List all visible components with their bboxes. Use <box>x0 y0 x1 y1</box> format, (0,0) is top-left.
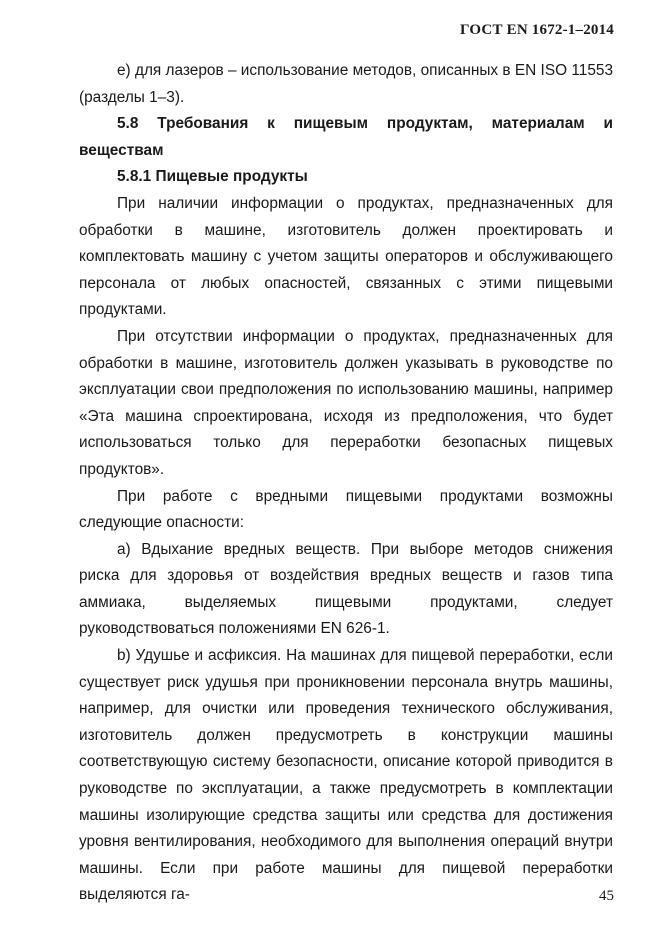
document-code-header: ГОСТ EN 1672-1–2014 <box>460 22 614 38</box>
page-number: 45 <box>599 888 614 904</box>
section-heading-5-8: 5.8 Требования к пищевым продуктам, материалам и веществам <box>79 115 613 159</box>
subsection-heading-5-8-1: 5.8.1 Пищевые продукты <box>117 168 308 186</box>
body-paragraph-info-absent: При отсутствии информации о продуктах, предназначенных для обработки в машине, изготовитель должен указывать в руководстве по эксплуатации свои предположения по использованию машины, например «Эта машина спроектирована, исходя из предположения, что будет использоваться только для переработки безопасных пищевых продуктов». <box>79 327 613 478</box>
body-paragraph-info-available: При наличии информации о продуктах, предназначенных для обработки в машине, изготовитель должен проектировать и комплектовать машину с учетом защиты операторов и обслуживающего персонала от любых опасностей, связанных с этими пищевыми продуктами. <box>79 194 613 319</box>
list-item-e: e) для лазеров – использование методов, описанных в EN ISO 11553 (разделы 1–3). <box>79 62 613 106</box>
list-item-b: b) Удушье и асфиксия. На машинах для пищевой переработки, если существует риск удушья при проникновении персонала внутрь машины, например, для очистки или проведения технического обслуживания, изготовитель должен предусмотреть в конструкции машины соответствующую систему безопасности, описание которой приводится в руководстве по эксплуатации, а также предусмотреть в комплектации машины изолирующие средства защиты или средства для достижения уровня вентилирования, необходимого для выполнения операций внутри машины. Если при работе машины для пищевой переработки выделяются га- <box>79 647 613 904</box>
list-item-a: a) Вдыхание вредных веществ. При выборе методов снижения риска для здоровья от воздействия вредных веществ и газов типа аммиака, выделяемых пищевыми продуктами, следует руководствоваться положениями EN 626-1. <box>79 540 613 638</box>
body-paragraph-hazards-intro: При работе с вредными пищевыми продуктами возможны следующие опасности: <box>79 487 613 532</box>
page-body <box>79 58 613 909</box>
